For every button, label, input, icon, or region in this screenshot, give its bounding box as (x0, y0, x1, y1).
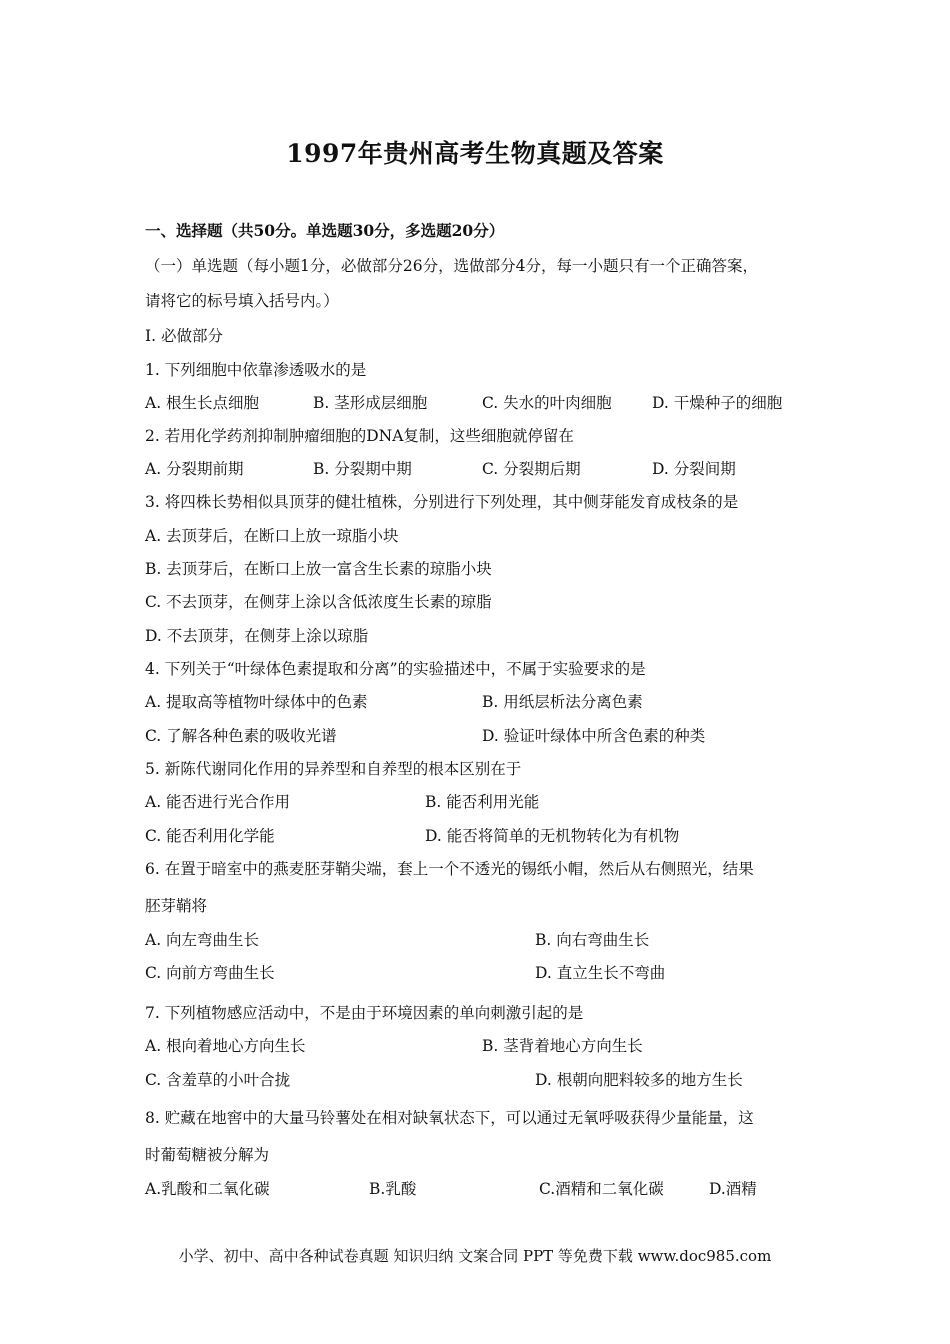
option-c: C. 能否利用化学能 (145, 827, 275, 845)
question-stem: 8. 贮藏在地窖中的大量马铃薯处在相对缺氧状态下，可以通过无氧呼吸获得少量能量，这 (145, 1109, 754, 1127)
option-d: D.酒精 (709, 1180, 757, 1198)
question-stem: 6. 在置于暗室中的燕麦胚芽鞘尖端，套上一个不透光的锡纸小帽，然后从右侧照光，结果 (145, 860, 754, 878)
option-c: C. 分裂期后期 (482, 460, 581, 478)
section-intro-line1: （一）单选题（每小题1分，必做部分26分，选做部分4分，每一小题只有一个正确答案， (145, 257, 758, 275)
option-b: B. 茎形成层细胞 (313, 394, 428, 412)
option-d: D. 不去顶芽，在侧芽上涂以琼脂 (145, 627, 369, 645)
question-stem-continued: 时葡萄糖被分解为 (145, 1146, 270, 1164)
option-c: C. 了解各种色素的吸收光谱 (145, 727, 337, 745)
option-d: D. 验证叶绿体中所含色素的种类 (482, 727, 706, 745)
question-stem: 4. 下列关于“叶绿体色素提取和分离”的实验描述中，不属于实验要求的是 (145, 660, 646, 678)
option-a: A. 根向着地心方向生长 (145, 1037, 306, 1055)
option-b: B. 分裂期中期 (313, 460, 412, 478)
option-b: B. 茎背着地心方向生长 (482, 1037, 643, 1055)
question-stem: 2. 若用化学药剂抑制肿瘤细胞的DNA复制，这些细胞就停留在 (145, 427, 574, 445)
option-b: B. 能否利用光能 (425, 793, 540, 811)
question-stem: 5. 新陈代谢同化作用的异养型和自养型的根本区别在于 (145, 760, 522, 778)
option-d: D. 干燥种子的细胞 (652, 394, 783, 412)
option-d: D. 分裂间期 (652, 460, 736, 478)
option-a: A. 向左弯曲生长 (145, 931, 260, 949)
option-a: A. 提取高等植物叶绿体中的色素 (145, 693, 368, 711)
option-d: D. 直立生长不弯曲 (535, 964, 666, 982)
section-intro-line2: 请将它的标号填入括号内。） (145, 292, 339, 310)
option-a: A.乳酸和二氧化碳 (145, 1180, 270, 1198)
option-c: C. 向前方弯曲生长 (145, 964, 275, 982)
page-title: 1997年贵州高考生物真题及答案 (286, 139, 664, 168)
question-stem: 1. 下列细胞中依靠渗透吸水的是 (145, 361, 367, 379)
option-c: C. 含羞草的小叶合拢 (145, 1071, 291, 1089)
section-heading: 一、选择题（共50分。单选题30分，多选题20分） (145, 221, 505, 240)
option-a: A. 分裂期前期 (145, 460, 244, 478)
question-stem-continued: 胚芽鞘将 (145, 897, 208, 915)
option-a: A. 去顶芽后，在断口上放一琼脂小块 (145, 527, 399, 545)
option-b: B.乳酸 (369, 1180, 417, 1198)
option-c: C.酒精和二氧化碳 (539, 1180, 664, 1198)
option-c: C. 失水的叶肉细胞 (482, 394, 612, 412)
option-b: B. 用纸层析法分离色素 (482, 693, 643, 711)
page-footer: 小学、初中、高中各种试卷真题 知识归纳 文案合同 PPT 等免费下载 www.doc985.com (178, 1247, 772, 1265)
option-b: B. 向右弯曲生长 (535, 931, 650, 949)
question-stem: 3. 将四株长势相似具顶芽的健壮植株，分别进行下列处理，其中侧芽能发育成枝条的是 (145, 493, 739, 511)
option-d: D. 能否将简单的无机物转化为有机物 (425, 827, 680, 845)
option-d: D. 根朝向肥料较多的地方生长 (535, 1071, 743, 1089)
part-label: I. 必做部分 (145, 327, 223, 345)
question-stem: 7. 下列植物感应活动中，不是由于环境因素的单向刺激引起的是 (145, 1004, 584, 1022)
option-a: A. 根生长点细胞 (145, 394, 260, 412)
option-c: C. 不去顶芽，在侧芽上涂以含低浓度生长素的琼脂 (145, 593, 492, 611)
option-b: B. 去顶芽后，在断口上放一富含生长素的琼脂小块 (145, 560, 492, 578)
option-a: A. 能否进行光合作用 (145, 793, 291, 811)
